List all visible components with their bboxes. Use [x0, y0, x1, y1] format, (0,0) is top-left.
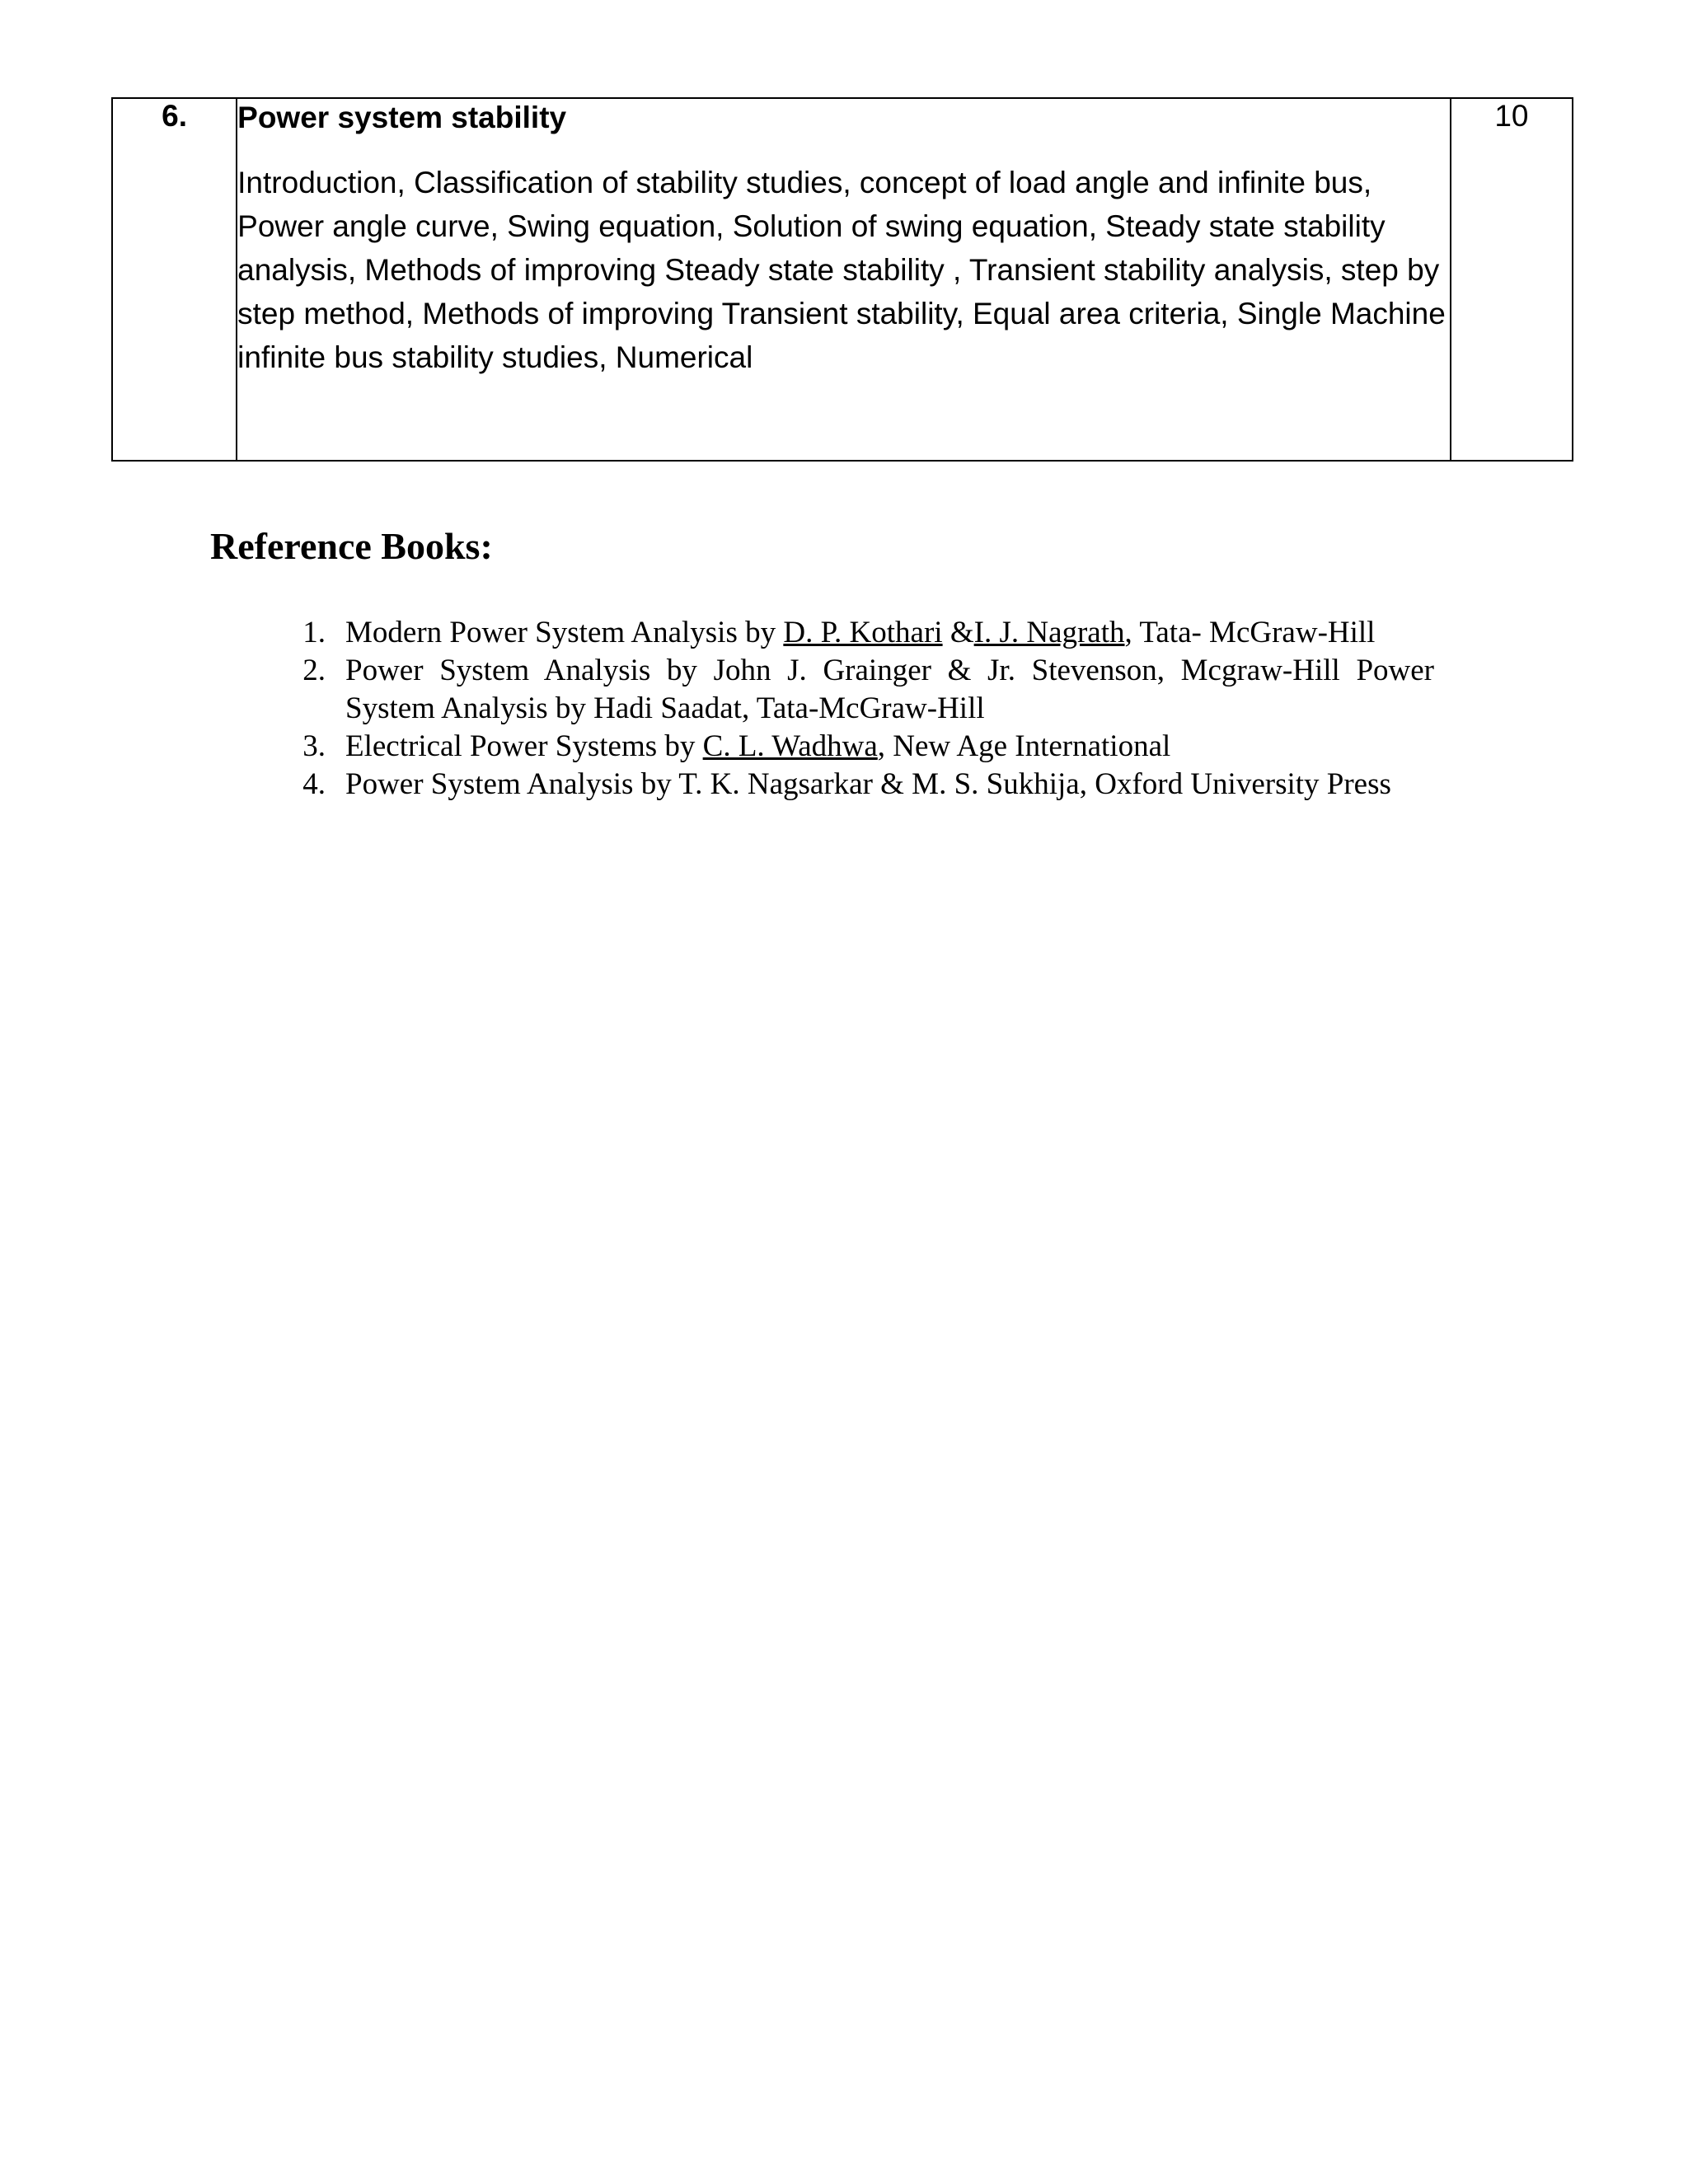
reference-item	[293, 614, 1434, 652]
unit-number: 6.	[112, 98, 237, 461]
reference-publisher: , Tata- McGraw-Hill	[1124, 616, 1376, 649]
reference-item	[293, 728, 1434, 766]
reference-books-heading: Reference Books:	[210, 525, 493, 567]
unit-description: Introduction, Classification of stability studies, concept of load angle and infinite bus, Power angle curve, Swing equation, Solution of swing equation, Steady state stability analysis, Methods of improving Steady state stability , Transient stability analysis, step by step method, Methods of improving Transient stability, Equal area criteria, Single Machine infinite bus stability studies, Numerical	[237, 166, 1446, 374]
author-link-kothari[interactable]: D. P. Kothari	[783, 616, 943, 649]
unit-title: Power system stability	[237, 101, 567, 134]
reference-text: Power System Analysis by John J. Grainger & Jr. Stevenson, Mcgraw-Hill Power System Analysis by Hadi Saadat, Tata-McGraw-Hill	[345, 654, 1434, 725]
reference-item	[293, 652, 1434, 728]
reference-publisher: , New Age International	[877, 729, 1171, 763]
reference-text: Power System Analysis by T. K. Nagsarkar & M. S. Sukhija, Oxford University Press	[345, 767, 1391, 801]
reference-list	[293, 614, 1434, 804]
reference-number: 2.	[302, 654, 326, 687]
author-link-wadhwa[interactable]: C. L. Wadhwa	[702, 729, 878, 763]
reference-item	[293, 766, 1434, 804]
reference-title-text: Electrical Power Systems by	[345, 729, 703, 763]
reference-text	[345, 616, 1375, 649]
unit-hours: 10	[1451, 98, 1573, 461]
syllabus-table	[111, 97, 1573, 462]
reference-title-text: Modern Power System Analysis by	[345, 616, 784, 649]
reference-number: 1.	[302, 616, 326, 649]
reference-number: 4.	[302, 767, 326, 801]
reference-text	[345, 729, 1170, 763]
reference-separator: &	[942, 616, 974, 649]
author-link-nagrath[interactable]: I. J. Nagrath	[973, 616, 1125, 649]
reference-number: 3.	[302, 729, 326, 763]
unit-content	[237, 98, 1451, 461]
table-row	[112, 98, 1573, 461]
